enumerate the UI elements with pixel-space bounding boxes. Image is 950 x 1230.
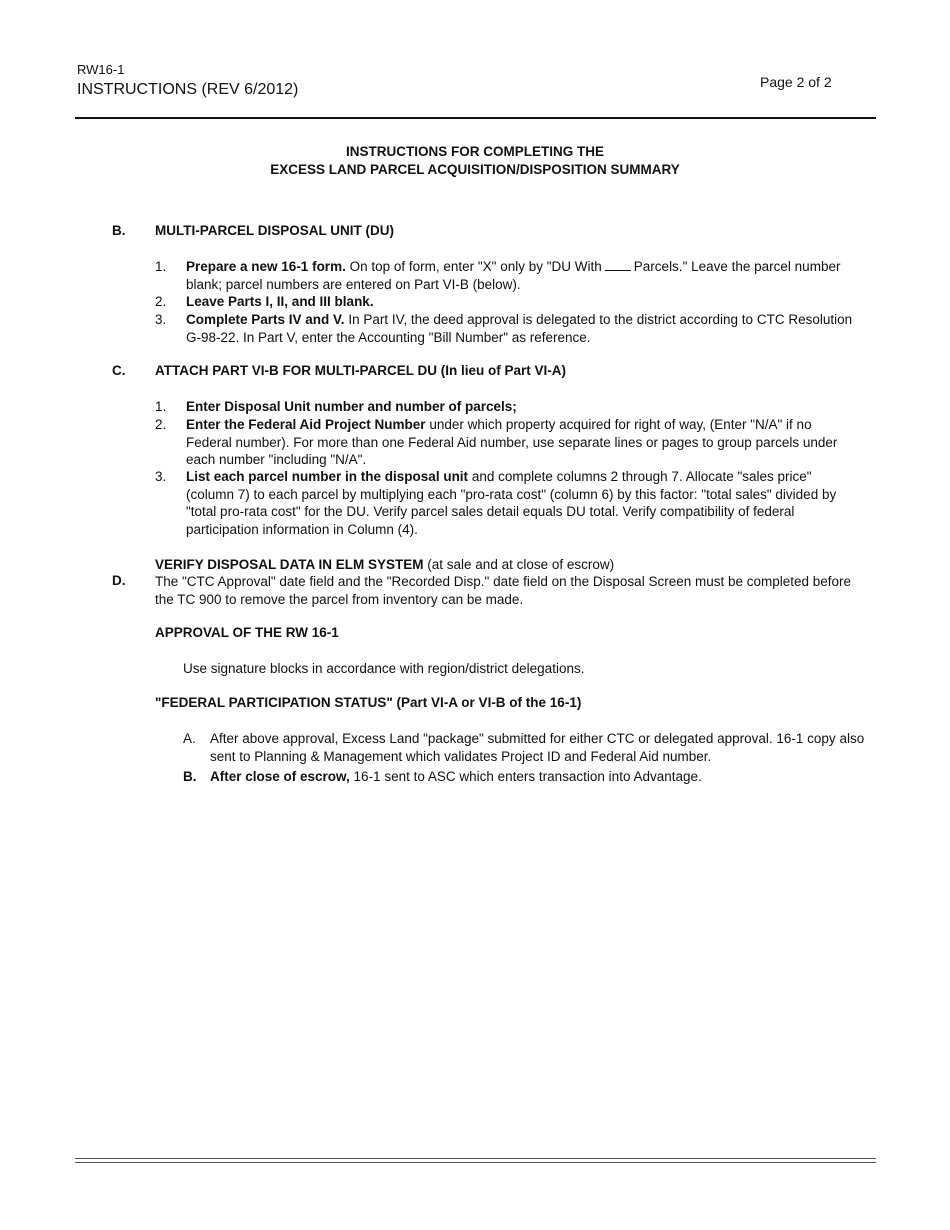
approval-text: Use signature blocks in accordance with region/district delegations.: [183, 661, 585, 676]
footer-rule-upper: [75, 1158, 876, 1159]
section-c-item-2: [155, 416, 855, 469]
item-bold: Enter the Federal Aid Project Number: [186, 417, 426, 432]
form-title: INSTRUCTIONS (REV 6/2012): [77, 81, 299, 98]
federal-heading: "FEDERAL PARTICIPATION STATUS" (Part VI-A or VI-B of the 16-1): [155, 695, 582, 710]
item-number: 1.: [155, 399, 167, 414]
item-number: 3.: [155, 469, 167, 484]
section-c-heading: ATTACH PART VI-B FOR MULTI-PARCEL DU (In lieu of Part VI-A): [155, 363, 566, 378]
section-b-item-2: [155, 293, 855, 311]
approval-heading: APPROVAL OF THE RW 16-1: [155, 625, 339, 640]
item-text-a: On top of form, enter "X" only by "DU With: [345, 259, 602, 274]
item-text: 16-1 sent to ASC which enters transaction into Advantage.: [349, 769, 702, 784]
header-rule: [75, 117, 876, 119]
section-d-heading: [155, 556, 855, 574]
form-code: RW16-1: [77, 62, 125, 77]
section-c-item-1: [155, 398, 855, 416]
item-text: and complete columns 2 through 7. Allocate "sales price" (column 7) to each parcel by multiplying each "pro-rata cost" (column 6) by this factor: "total sales" divided by "total pro-rata cost" for the DU. Verify parcel sales detail equals DU total. Verify compatibility of federal participation information in Column (4).: [186, 469, 837, 537]
section-b-item-3: [155, 311, 855, 346]
section-b-letter: B.: [112, 223, 126, 238]
item-bold: Leave Parts I, II, and III blank.: [186, 294, 374, 309]
section-b-item-1: [155, 258, 855, 293]
item-number: 1.: [155, 259, 167, 274]
section-d-text: The "CTC Approval" date field and the "Recorded Disp." date field on the Disposal Screen must be completed before the TC 900 to remove the parcel from inventory can be made.: [155, 574, 852, 607]
document-title-line1: INSTRUCTIONS FOR COMPLETING THE: [346, 144, 604, 159]
item-letter: B.: [183, 769, 197, 784]
section-d-heading-rest: (at sale and at close of escrow): [423, 557, 615, 572]
item-letter: A.: [183, 731, 196, 746]
document-title-line2: EXCESS LAND PARCEL ACQUISITION/DISPOSITION SUMMARY: [270, 162, 680, 177]
item-bold: Complete Parts IV and V.: [186, 312, 345, 327]
page-number: Page 2 of 2: [760, 74, 832, 90]
section-c-letter: C.: [112, 363, 126, 378]
item-bold: Enter Disposal Unit number and number of parcels;: [186, 399, 517, 414]
section-b-heading: MULTI-PARCEL DISPOSAL UNIT (DU): [155, 223, 394, 238]
federal-item-b: [183, 768, 873, 786]
section-d-letter: D.: [112, 573, 126, 588]
item-text-b: Parcels." Leave the parcel number blank; parcel numbers are entered on Part VI-B (below).: [186, 259, 841, 292]
parcel-count-blank: [605, 258, 631, 271]
section-c-item-3: [155, 468, 855, 538]
item-number: 2.: [155, 417, 167, 432]
item-bold: After close of escrow,: [210, 769, 350, 784]
item-number: 2.: [155, 294, 167, 309]
item-text: In Part IV, the deed approval is delegated to the district according to CTC Resolution G-98-22. In Part V, enter the Accounting "Bill Number" as reference.: [186, 312, 853, 345]
section-d-heading-bold: VERIFY DISPOSAL DATA IN ELM SYSTEM: [155, 557, 424, 572]
item-bold: Prepare a new 16-1 form.: [186, 259, 346, 274]
item-text: under which property acquired for right of way, (Enter "N/A" if no Federal number). For more than one Federal Aid number, use separate lines or pages to group parcels under each number "including "N/A".: [186, 417, 838, 467]
federal-item-a: [183, 730, 873, 765]
item-bold: List each parcel number in the disposal unit: [186, 469, 469, 484]
footer-rule-lower: [75, 1162, 876, 1163]
item-number: 3.: [155, 312, 167, 327]
item-text: After above approval, Excess Land "package" submitted for either CTC or delegated approval. 16-1 copy also sent to Planning & Management which validates Project ID and Federal Aid number.: [210, 731, 865, 764]
